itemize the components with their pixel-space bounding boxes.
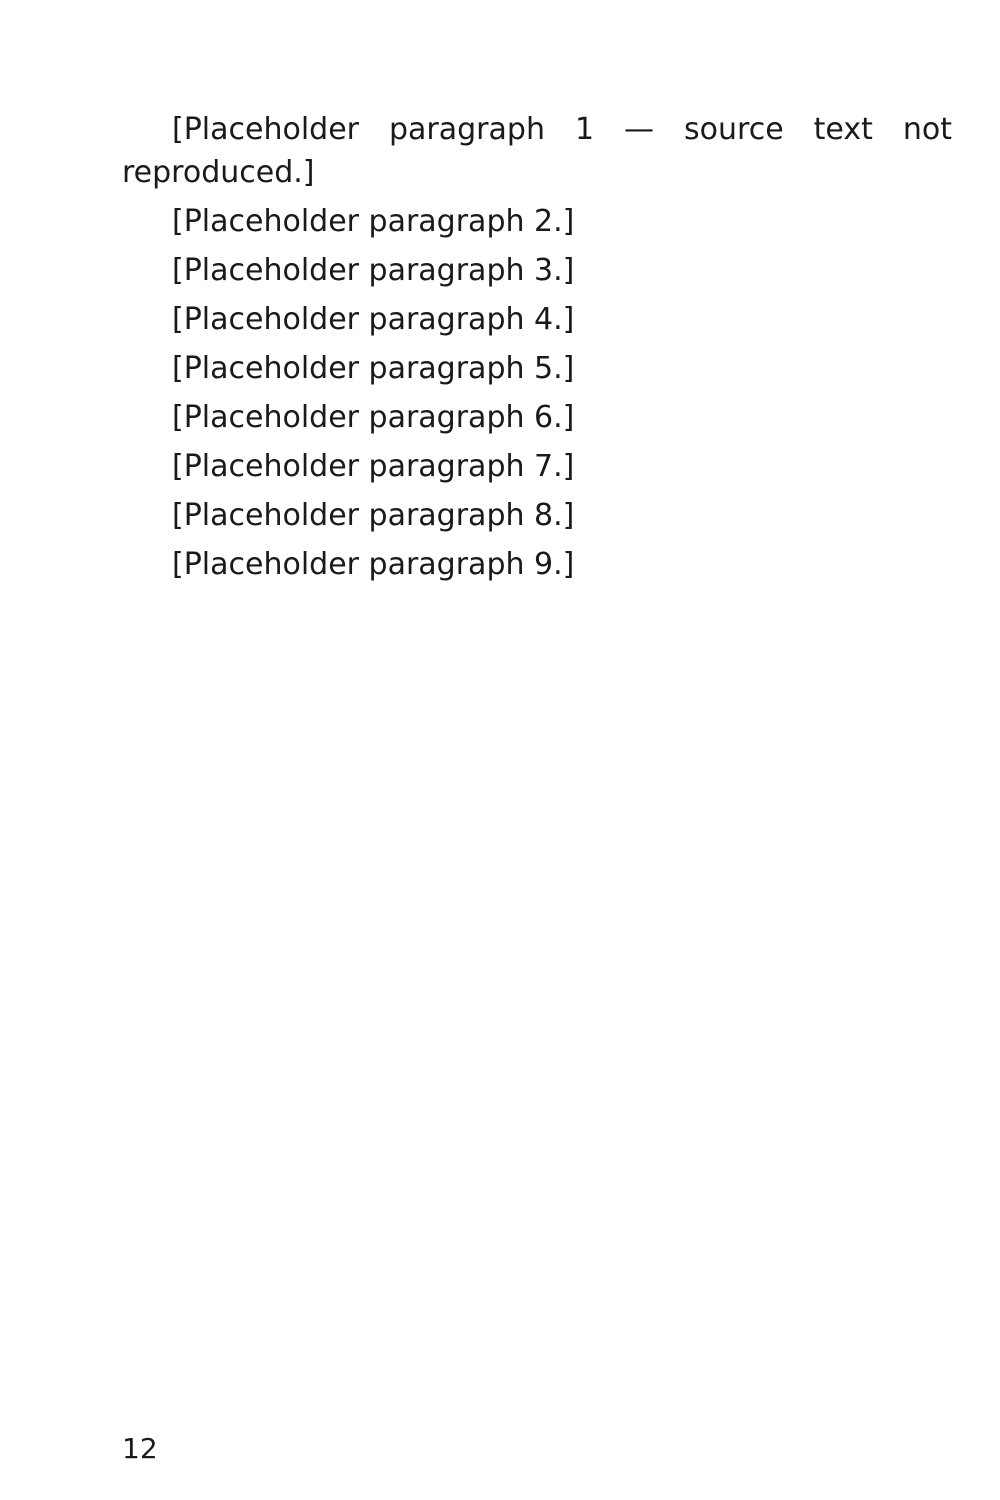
paragraph: [Placeholder paragraph 4.] [172,302,575,337]
paragraph: [Placeholder paragraph 8.] [172,498,575,533]
paragraph: [Placeholder paragraph 6.] [172,400,575,435]
page-number: 12 [122,1432,158,1465]
paragraph: [Placeholder paragraph 3.] [172,253,575,288]
paragraph: [Placeholder paragraph 7.] [172,449,575,484]
body-text [122,108,952,592]
paragraph: [Placeholder paragraph 2.] [172,204,575,239]
paragraph: [Placeholder paragraph 5.] [172,351,575,386]
paragraph: [Placeholder paragraph 9.] [172,547,575,582]
paragraph: [Placeholder paragraph 1 — source text not reproduced.] [122,112,952,190]
